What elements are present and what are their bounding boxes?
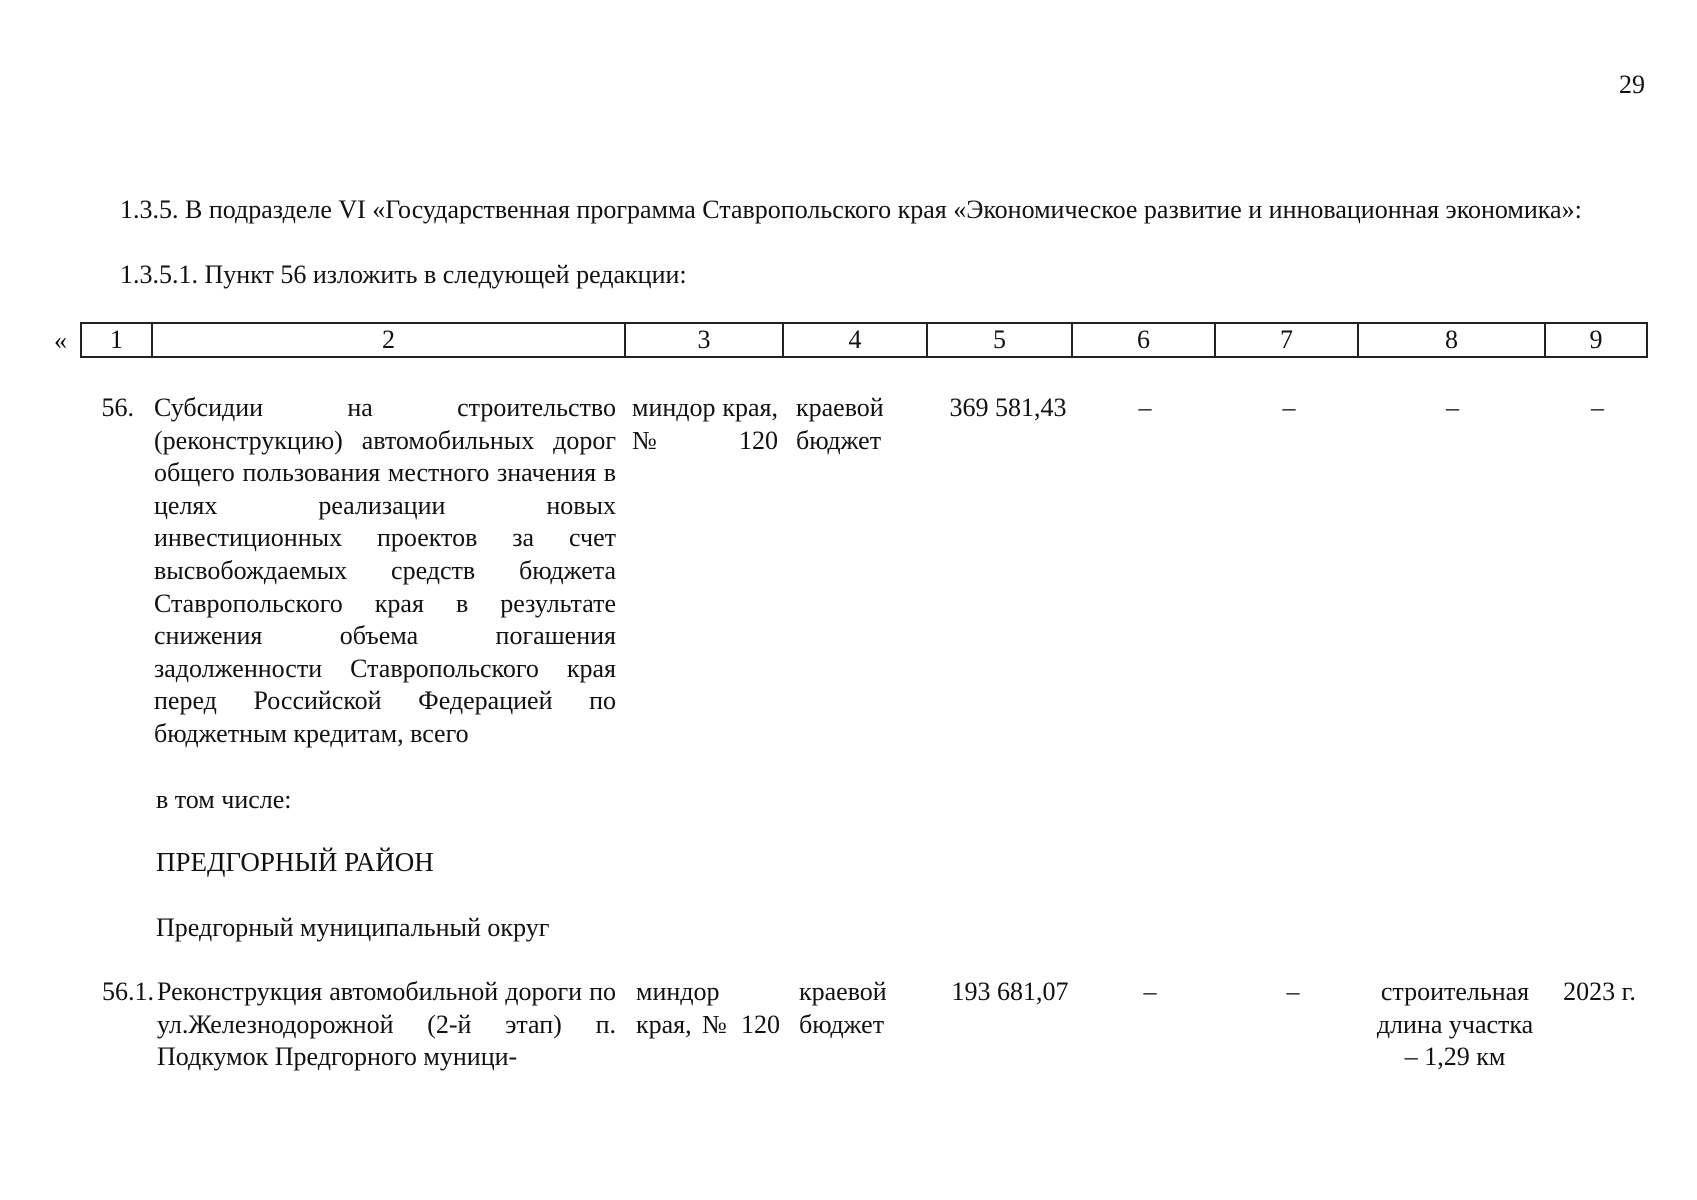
header-cell-1: 1 [81, 323, 152, 357]
header-cell-7: 7 [1215, 323, 1358, 357]
paragraph-1-3-5: 1.3.5. В подразделе VI «Государственная программа Ставропольского края «Экономическое развитие и инновационная экономика»: [120, 195, 1582, 224]
row-56-description: Субсидии на строительство (реконструкцию) автомобильных дорог общего пользования местного значения в целях реализации новых инвестиционных проектов за счет высвобождаемых средств бюджета Ставропольского края в результате снижения объема погашения задолженности Ставропольского края перед Российской Федерацией по бюджетным кредитам, всего [154, 393, 616, 748]
header-cell-3: 3 [625, 323, 783, 357]
row-56-1-col8: строительная длина участка – 1,29 км [1376, 977, 1534, 1072]
page-number: 29 [1619, 70, 1645, 99]
paragraph-1-3-5-1: 1.3.5.1. Пункт 56 изложить в следующей редакции: [120, 260, 687, 289]
including-label: в том числе: [156, 785, 292, 814]
header-cell-5: 5 [927, 323, 1072, 357]
table-open-quote: « [54, 326, 67, 355]
header-row [81, 323, 1647, 357]
okrug-heading: Предгорный муниципальный округ [156, 913, 550, 942]
row-56-col7: – [1282, 393, 1296, 422]
row-56-source: краевой бюджет [796, 393, 884, 455]
row-56-col8: – [1446, 393, 1459, 422]
header-cell-4: 4 [783, 323, 927, 357]
row-56-1-col9: 2023 г. [1563, 977, 1636, 1006]
header-cell-6: 6 [1072, 323, 1215, 357]
row-56-1-description: Реконструкция автомобильной дороги по ул.Железнодорожной (2-й этап) п. Подкумок Предгорного муници- [157, 977, 616, 1072]
row-56-executor: миндор края, № 120 [632, 393, 778, 455]
row-56-amount: 369 581,43 [949, 393, 1067, 422]
row-56-col9: – [1591, 393, 1604, 422]
row-56-number: 56. [101, 393, 134, 422]
row-56-1-source: краевой бюджет [799, 977, 887, 1039]
row-56-1-number: 56.1. [102, 977, 154, 1006]
row-56-1-col6: – [1143, 977, 1157, 1006]
row-56-1-amount: 193 681,07 [951, 977, 1069, 1006]
header-cell-9: 9 [1545, 323, 1647, 357]
district-heading: ПРЕДГОРНЫЙ РАЙОН [156, 847, 434, 877]
table-column-numbers [80, 322, 1648, 358]
row-56-1-executor: миндор края, № 120 [636, 977, 780, 1039]
row-56-col6: – [1138, 393, 1152, 422]
row-56-1-col7: – [1286, 977, 1300, 1006]
header-cell-8: 8 [1358, 323, 1545, 357]
header-cell-2: 2 [152, 323, 625, 357]
